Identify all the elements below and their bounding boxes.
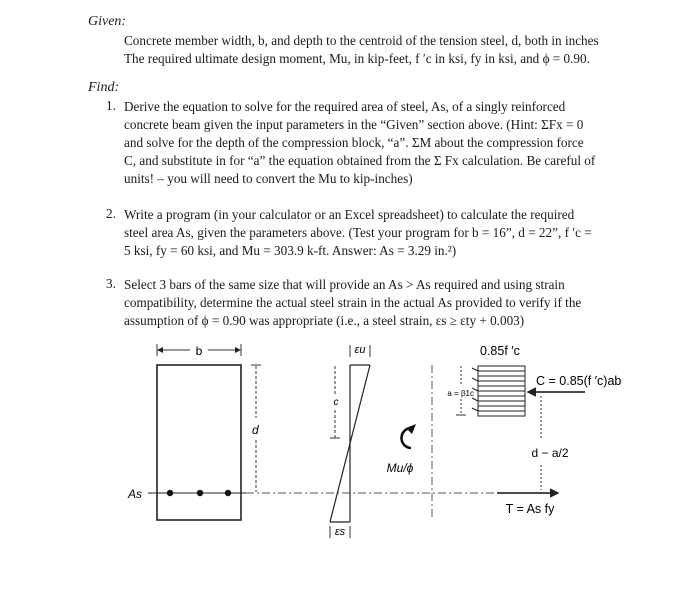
item-1-line-4: C, and substitute in for “a” the equation obtained from the Σ Fx calculation. Be careful of [124,153,596,168]
item-3-line-3: assumption of ϕ = 0.90 was appropriate (i.e., a steel strain, εs ≥ εty + 0.003) [124,313,525,328]
moment-arrow-icon [401,424,416,448]
item-2-line-3: 5 ksi, fy = 60 ksi, and Mu = 303.9 k-ft. Answer: As = 3.29 in.²) [124,243,457,258]
eps-u-label: εu [354,344,366,356]
lever-arm-label: d − a/2 [531,446,569,460]
a-label: a = β1c [447,389,474,398]
item-1-line-3: and solve for the depth of the compression block, “a”. ΣM about the compression force [124,135,584,150]
given-line-2: The required ultimate design moment, Mu, in kip-feet, f ′c in ksi, fy in ksi, and ϕ = 0.90. [124,51,590,66]
c-label: c [333,397,339,408]
item-1-line-2: concrete beam given the input parameters in the “Given” section above. (Hint: ΣFx = 0 [124,117,584,132]
stress-label: 0.85f ′c [480,344,520,358]
rebar-2 [197,490,203,496]
item-1-number: 1. [106,98,116,113]
b-label: b [195,344,203,358]
rebar-1 [167,490,173,496]
item-3-line-1: Select 3 bars of the same size that will provide an As > As required and using strain [124,277,565,292]
compression-label: C = 0.85(f ′c)ab [536,374,622,388]
item-3-line-2: compatibility, determine the actual steel strain in the actual As provided to verify if the [124,295,582,310]
item-2-number: 2. [106,206,116,221]
item-1-line-5: units! – you will need to convert the Mu to kip-inches) [124,171,413,186]
as-label: As [128,487,143,501]
d-label: d [252,423,259,437]
item-2-line-2: steel area As, given the parameters above. (Test your program for b = 16”, d = 22”, f ′c = [124,225,592,240]
given-line-1: Concrete member width, b, and depth to the centroid of the tension steel, d, both in inches [124,33,599,48]
given-heading: Given: [88,14,127,29]
moment-label: Mu/ϕ [386,461,414,475]
rebar-3 [225,490,231,496]
find-heading: Find: [88,80,120,95]
strain-diagram [330,345,370,538]
item-1-line-1: Derive the equation to solve for the required area of steel, As, of a singly reinforced [124,99,566,114]
eps-s-label: εs [334,526,346,538]
tension-label: T = As fy [505,502,555,516]
beam-section [157,365,241,520]
item-3-number: 3. [106,276,116,291]
item-2-line-1: Write a program (in your calculator or an Excel spreadsheet) to calculate the required [124,207,575,222]
